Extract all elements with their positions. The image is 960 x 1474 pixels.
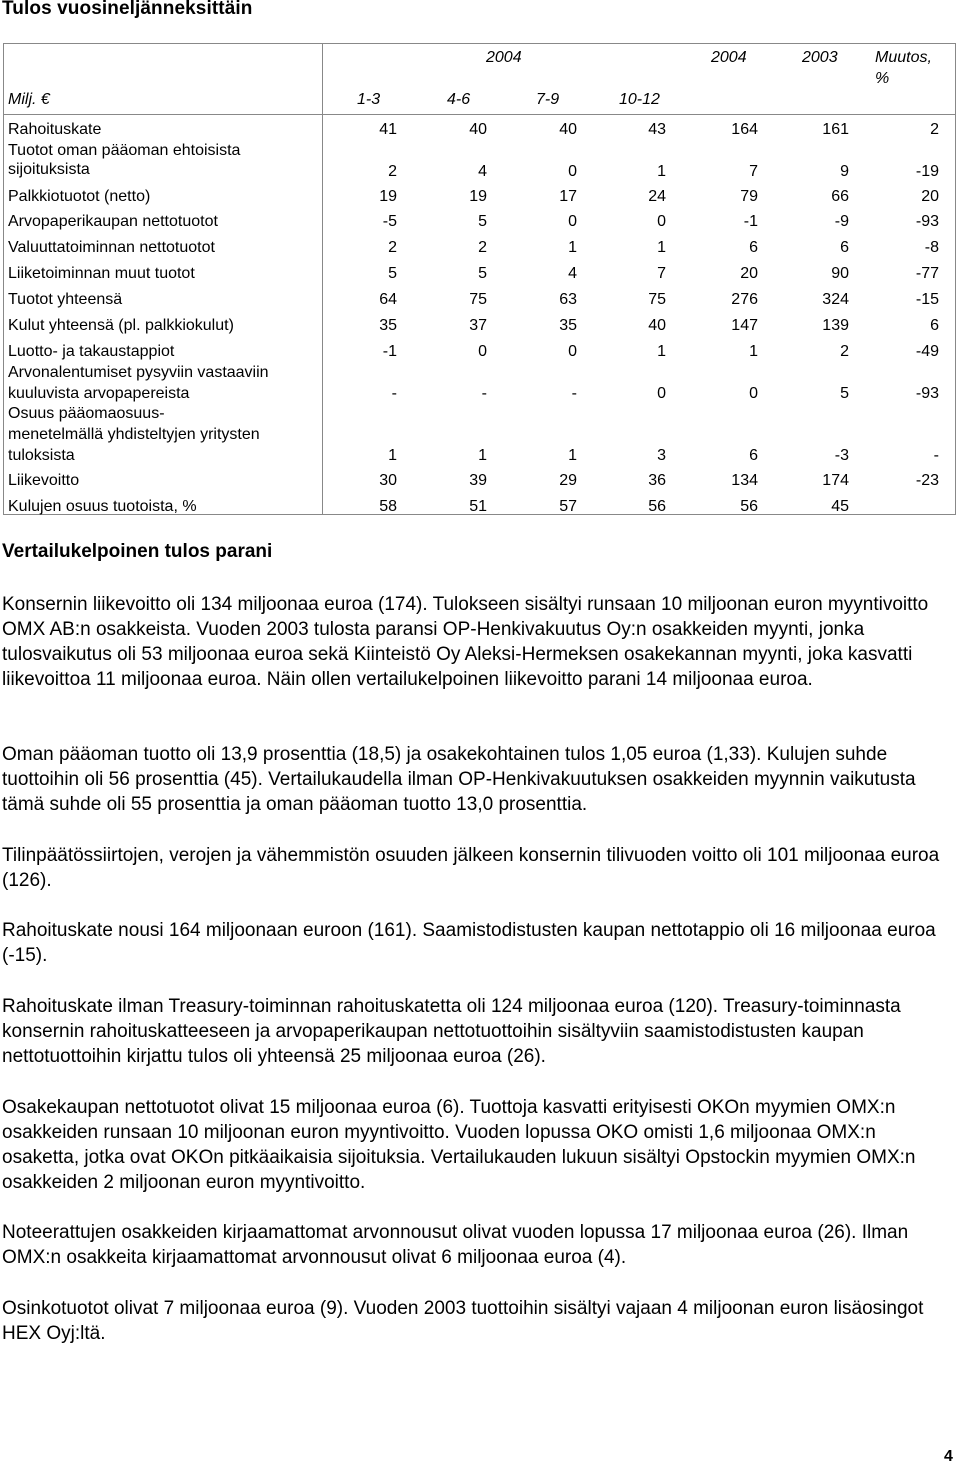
cell-value: 75 xyxy=(469,291,487,308)
row-label: tuloksista xyxy=(8,447,75,464)
paragraph: Konsernin liikevoitto oli 134 miljoonaa euroa (174). Tulokseen sisältyi runsaan 10 miljoonan euron myyntivoitto OMX AB:n osakkeista. Vuoden 2003 tulosta paransi OP-Henkivakuutus Oy:n osakkeiden myynti, jonka tulosvaikutus oli 53 miljoonaa euroa sekä Kiinteistö Oy Aleksi-Hermeksen osakekannan myynti, joka kasvatti liikevoittoa 11 miljoonaa euroa. Näin ollen vertailukelpoinen liikevoitto parani 14 miljoonaa euroa. xyxy=(2,594,929,690)
cell-value: 2 xyxy=(388,239,397,256)
cell-value: 36 xyxy=(648,472,666,489)
row-label: Osuus pääomaosuus- xyxy=(8,405,165,422)
cell-value: 6 xyxy=(930,317,939,334)
cell-value: 58 xyxy=(379,498,397,515)
cell-value: 147 xyxy=(731,317,758,334)
row-label: Luotto- ja takaustappiot xyxy=(8,343,175,360)
header-change: Muutos, xyxy=(875,49,932,66)
cell-value: 5 xyxy=(840,385,849,402)
row-label: Kulujen osuus tuotoista, % xyxy=(8,498,197,515)
row-label: Tuotot yhteensä xyxy=(8,291,123,308)
row-label: sijoituksista xyxy=(8,161,90,178)
cell-value: 20 xyxy=(921,188,939,205)
cell-value: 161 xyxy=(822,121,849,138)
paragraph: Oman pääoman tuotto oli 13,9 prosenttia (18,5) ja osakekohtainen tulos 1,05 euroa (1,33). Kulujen suhde tuottoihin oli 56 prosenttia (45). Vertailukaudella ilman OP-Henkivakuutuksen osakkeiden myynnin vaikutusta tämä suhde oli 55 prosenttia ja oman pääoman tuotto 13,0 prosenttia. xyxy=(2,744,916,815)
cell-value: 0 xyxy=(568,343,577,360)
cell-value: 2 xyxy=(840,343,849,360)
cell-value: 2 xyxy=(930,121,939,138)
cell-value: -49 xyxy=(915,343,939,360)
cell-value: - xyxy=(391,385,397,402)
cell-value: -93 xyxy=(915,385,939,402)
cell-value: -77 xyxy=(915,265,939,282)
cell-value: 174 xyxy=(822,472,849,489)
cell-value: 5 xyxy=(478,213,487,230)
row-label: Liikevoitto xyxy=(8,472,80,489)
cell-value: 9 xyxy=(840,163,849,180)
header-quarter: 10-12 xyxy=(619,91,660,108)
row-label: Rahoituskate xyxy=(8,121,102,138)
cell-value: 7 xyxy=(657,265,666,282)
page-title: Tulos vuosineljänneksittäin xyxy=(2,0,253,19)
cell-value: 1 xyxy=(749,343,758,360)
cell-value: -8 xyxy=(924,239,939,256)
cell-value: 2 xyxy=(478,239,487,256)
row-label: kuuluvista arvopapereista xyxy=(8,385,190,402)
cell-value: 2 xyxy=(388,163,397,180)
cell-value: 35 xyxy=(379,317,397,334)
cell-value: 57 xyxy=(559,498,577,515)
cell-value: 30 xyxy=(379,472,397,489)
page-number: 4 xyxy=(944,1448,953,1465)
cell-value: 276 xyxy=(731,291,758,308)
cell-value: 6 xyxy=(840,239,849,256)
cell-value: 63 xyxy=(559,291,577,308)
cell-value: 37 xyxy=(469,317,487,334)
cell-value: -15 xyxy=(915,291,939,308)
cell-value: 139 xyxy=(822,317,849,334)
cell-value: - xyxy=(933,447,939,464)
cell-value: -23 xyxy=(915,472,939,489)
row-label: Palkkiotuotot (netto) xyxy=(8,188,151,205)
row-label: Arvonalentumiset pysyviin vastaaviin xyxy=(8,364,269,381)
cell-value: 90 xyxy=(831,265,849,282)
cell-value: 0 xyxy=(657,385,666,402)
cell-value: -9 xyxy=(834,213,849,230)
cell-value: 19 xyxy=(469,188,487,205)
cell-value: 3 xyxy=(657,447,666,464)
cell-value: 0 xyxy=(478,343,487,360)
row-label: Valuuttatoiminnan nettotuotot xyxy=(8,239,215,256)
cell-value: 20 xyxy=(740,265,758,282)
cell-value: 6 xyxy=(749,447,758,464)
section-heading: Vertailukelpoinen tulos parani xyxy=(2,541,273,562)
cell-value: 40 xyxy=(648,317,666,334)
cell-value: 66 xyxy=(831,188,849,205)
cell-value: 17 xyxy=(559,188,577,205)
cell-value: 5 xyxy=(478,265,487,282)
cell-value: 5 xyxy=(388,265,397,282)
table-divider-horizontal xyxy=(3,114,956,115)
cell-value: 35 xyxy=(559,317,577,334)
row-label: Kulut yhteensä (pl. palkkiokulut) xyxy=(8,317,234,334)
cell-value: 79 xyxy=(740,188,758,205)
cell-value: - xyxy=(571,385,577,402)
cell-value: - xyxy=(481,385,487,402)
cell-value: -93 xyxy=(915,213,939,230)
row-label: Arvopaperikaupan nettotuotot xyxy=(8,213,218,230)
cell-value: 324 xyxy=(822,291,849,308)
row-label: menetelmällä yhdisteltyjen yritysten xyxy=(8,426,260,443)
cell-value: 1 xyxy=(657,343,666,360)
cell-value: 6 xyxy=(749,239,758,256)
cell-value: 0 xyxy=(749,385,758,402)
cell-value: 134 xyxy=(731,472,758,489)
cell-value: 19 xyxy=(379,188,397,205)
cell-value: 64 xyxy=(379,291,397,308)
cell-value: 39 xyxy=(469,472,487,489)
paragraph: Noteerattujen osakkeiden kirjaamattomat arvonnousut olivat vuoden lopussa 17 miljoonaa euroa (26). Ilman OMX:n osakkeita kirjaamattomat arvonnousut olivat 6 miljoonaa euroa (4). xyxy=(2,1222,909,1268)
cell-value: 41 xyxy=(379,121,397,138)
cell-value: 4 xyxy=(478,163,487,180)
header-year-2004: 2004 xyxy=(711,49,747,66)
cell-value: 56 xyxy=(648,498,666,515)
cell-value: 45 xyxy=(831,498,849,515)
header-year-2003: 2003 xyxy=(802,49,838,66)
paragraph: Rahoituskate nousi 164 miljoonaan euroon (161). Saamistodistusten kaupan nettotappio oli 16 miljoonaa euroa (-15). xyxy=(2,920,936,966)
cell-value: -3 xyxy=(834,447,849,464)
cell-value: -1 xyxy=(382,343,397,360)
paragraph: Rahoituskate ilman Treasury-toiminnan rahoituskatetta oli 124 miljoonaa euroa (120). Treasury-toiminnasta konsernin rahoituskatteeseen ja arvopaperikaupan nettotuottoihin sisältyviin saamistodistusten kaupan nettotuottoihin kirjattu tulos oli yhteensä 25 miljoonaa euroa (26). xyxy=(2,996,901,1067)
cell-value: 51 xyxy=(469,498,487,515)
cell-value: 0 xyxy=(657,213,666,230)
cell-value: 40 xyxy=(559,121,577,138)
cell-value: 1 xyxy=(568,447,577,464)
cell-value: 1 xyxy=(657,163,666,180)
cell-value: 1 xyxy=(478,447,487,464)
row-label: Liiketoiminnan muut tuotot xyxy=(8,265,195,282)
cell-value: 24 xyxy=(648,188,666,205)
header-change-percent: % xyxy=(875,70,890,87)
cell-value: -19 xyxy=(915,163,939,180)
cell-value: -1 xyxy=(743,213,758,230)
cell-value: 4 xyxy=(568,265,577,282)
cell-value: 164 xyxy=(731,121,758,138)
cell-value: -5 xyxy=(382,213,397,230)
cell-value: 0 xyxy=(568,163,577,180)
paragraph: Tilinpäätössiirtojen, verojen ja vähemmistön osuuden jälkeen konsernin tilivuoden voitto oli 101 miljoonaa euroa (126). xyxy=(2,845,940,891)
cell-value: 7 xyxy=(749,163,758,180)
header-unit: Milj. € xyxy=(8,91,50,108)
cell-value: 1 xyxy=(568,239,577,256)
cell-value: 75 xyxy=(648,291,666,308)
cell-value: 29 xyxy=(559,472,577,489)
cell-value: 1 xyxy=(388,447,397,464)
paragraph: Osinkotuotot olivat 7 miljoonaa euroa (9). Vuoden 2003 tuottoihin sisältyi vajaan 4 miljoonan euron lisäosingot HEX Oyj:ltä. xyxy=(2,1298,924,1344)
cell-value: 40 xyxy=(469,121,487,138)
cell-value: 43 xyxy=(648,121,666,138)
cell-value: 0 xyxy=(568,213,577,230)
paragraph: Osakekaupan nettotuotot olivat 15 miljoonaa euroa (6). Tuottoja kasvatti erityisesti OKOn myymien OMX:n osakkeiden runsaan 10 miljoonan euron myyntivoitto. Vuoden lopussa OKO omisti 1,6 miljoonaa OMX:n osaketta, jotka ovat OKOn pitkäaikaisia sijoituksia. Vertailukauden lukuun sisältyi Opstockin myymien OMX:n osakkeiden 2 miljoonan euron myyntivoitto. xyxy=(2,1097,916,1193)
cell-value: 56 xyxy=(740,498,758,515)
header-quarter: 1-3 xyxy=(357,91,381,108)
cell-value: 1 xyxy=(657,239,666,256)
header-quarter: 4-6 xyxy=(447,91,471,108)
header-year-2004-quarters: 2004 xyxy=(486,49,522,66)
header-quarter: 7-9 xyxy=(536,91,560,108)
row-label: Tuotot oman pääoman ehtoisista xyxy=(8,142,241,159)
